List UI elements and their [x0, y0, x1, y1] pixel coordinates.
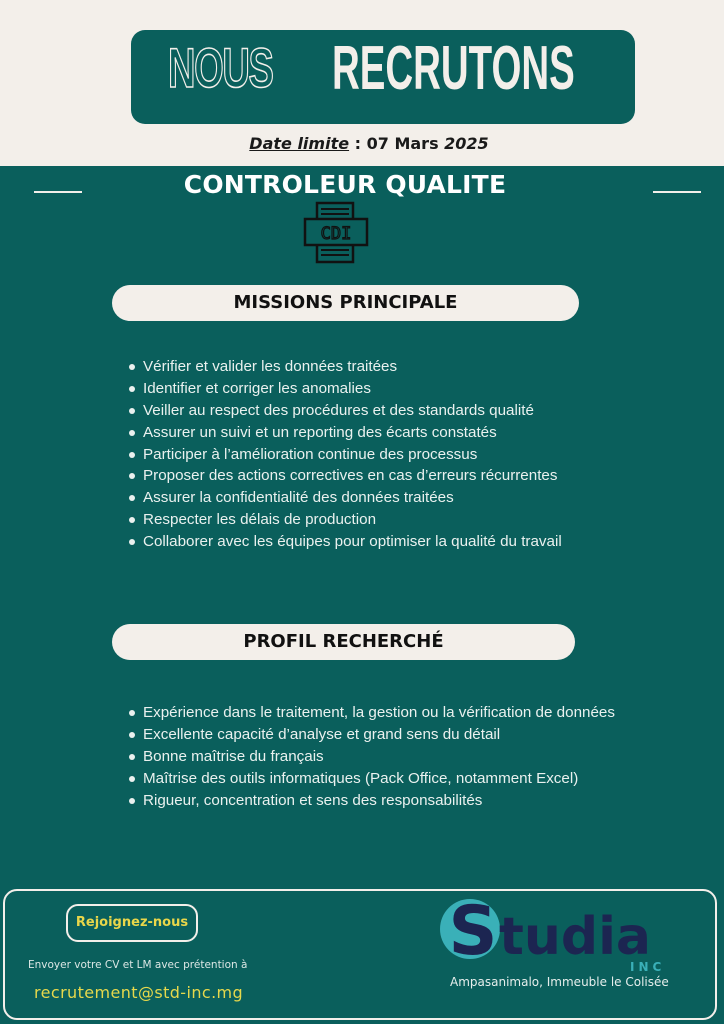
list-item: Proposer des actions correctives en cas d’erreurs récurrentes [127, 465, 562, 487]
deadline-year: 2025 [444, 134, 489, 153]
deadline [0, 134, 724, 153]
cdi-label: CDI [320, 224, 352, 244]
join-us-button[interactable]: Rejoignez-nous [66, 904, 198, 942]
missions-list [127, 356, 562, 553]
list-item: Assurer un suivi et un reporting des écarts constatés [127, 422, 562, 444]
email-link[interactable]: recrutement@std-inc.mg [34, 983, 244, 1002]
send-instructions: Envoyer votre CV et LM avec prétention à [28, 959, 248, 971]
deadline-label: Date limite [249, 134, 350, 153]
title-word-nous: NOUS [168, 36, 273, 99]
list-item: Bonne maîtrise du français [127, 746, 615, 768]
list-item: Participer à l’amélioration continue des processus [127, 444, 562, 466]
logo-s-letter: S [448, 896, 498, 971]
list-item: Assurer la confidentialité des données traitées [127, 487, 562, 509]
list-item: Rigueur, concentration et sens des responsabilités [127, 790, 615, 812]
list-item: Identifier et corriger les anomalies [127, 378, 562, 400]
studia-logo [437, 896, 677, 974]
logo-subtitle: INC [630, 960, 666, 974]
title-word-recrutons: RECRUTONS [332, 34, 575, 103]
profil-heading: PROFIL RECHERCHÉ [112, 624, 575, 660]
logo-wordmark: tudia [499, 907, 652, 967]
list-item: Collaborer avec les équipes pour optimiser la qualité du travail [127, 531, 562, 553]
company-address: Ampasanimalo, Immeuble le Colisée [450, 975, 669, 989]
list-item: Maîtrise des outils informatiques (Pack Office, notamment Excel) [127, 768, 615, 790]
list-item: Excellente capacité d’analyse et grand sens du détail [127, 724, 615, 746]
list-item: Veiller au respect des procédures et des standards qualité [127, 400, 562, 422]
list-item: Expérience dans le traitement, la gestion ou la vérification de données [127, 702, 615, 724]
missions-heading: MISSIONS PRINCIPALE [112, 285, 579, 321]
list-item: Respecter les délais de production [127, 509, 562, 531]
job-title: CONTROLEUR QUALITE [183, 170, 507, 199]
deadline-date: : 07 Mars [349, 134, 445, 153]
profil-list [127, 702, 615, 811]
cdi-contract-icon [303, 201, 369, 264]
list-item: Vérifier et valider les données traitées [127, 356, 562, 378]
